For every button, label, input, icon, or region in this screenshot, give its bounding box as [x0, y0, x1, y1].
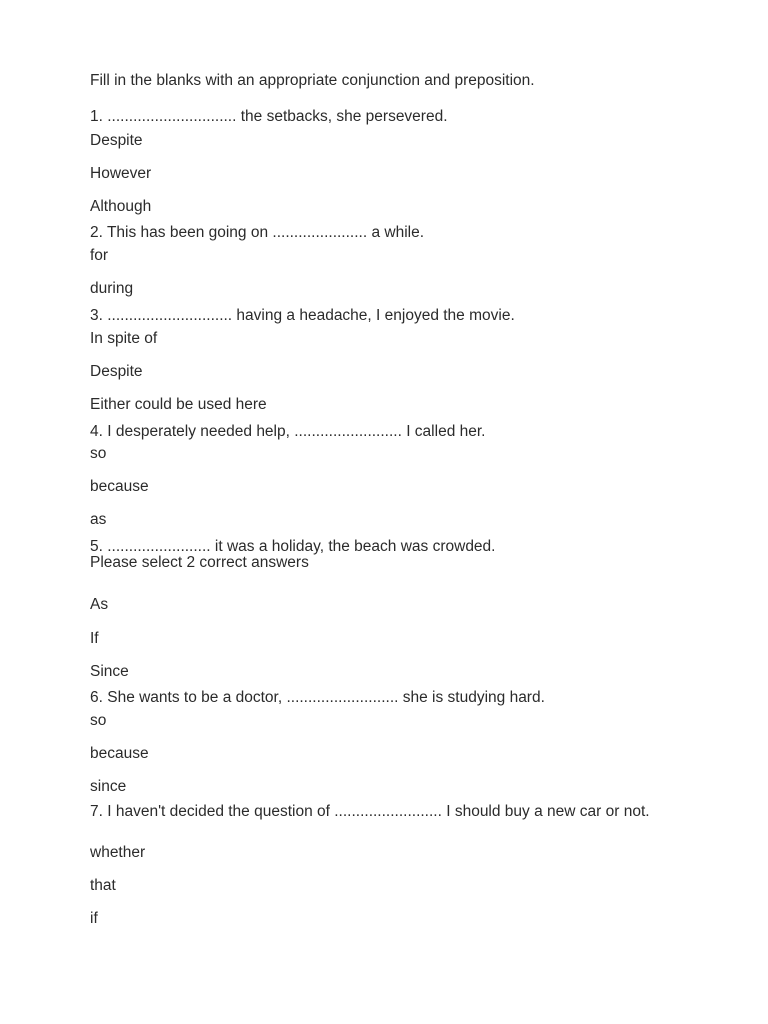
q1-option-despite[interactable]: Despite — [90, 132, 143, 149]
q6-option-so[interactable]: so — [90, 712, 107, 729]
q7-option-that[interactable]: that — [90, 877, 116, 894]
question-1: 1. .............................. the setbacks, she persevered. — [90, 108, 448, 125]
q4-option-as[interactable]: as — [90, 511, 107, 528]
q4-option-so[interactable]: so — [90, 445, 107, 462]
q1-option-however[interactable]: However — [90, 165, 152, 182]
q3-option-either[interactable]: Either could be used here — [90, 396, 267, 413]
question-7: 7. I haven't decided the question of ......................... I should buy a new car or not. — [90, 803, 650, 820]
q5-option-as[interactable]: As — [90, 596, 109, 613]
q4-option-because[interactable]: because — [90, 478, 149, 495]
q7-option-if[interactable]: if — [90, 910, 98, 927]
question-4: 4. I desperately needed help, ......................... I called her. — [90, 423, 486, 440]
question-2: 2. This has been going on ...................... a while. — [90, 224, 425, 241]
q5-option-if[interactable]: If — [90, 630, 99, 647]
question-3: 3. ............................. having a headache, I enjoyed the movie. — [90, 307, 515, 324]
question-5: 5. ........................ it was a holiday, the beach was crowded. — [90, 538, 496, 555]
q6-option-since[interactable]: since — [90, 778, 127, 795]
q5-option-since[interactable]: Since — [90, 663, 129, 680]
q2-option-for[interactable]: for — [90, 247, 109, 264]
question-6: 6. She wants to be a doctor, .......................... she is studying hard. — [90, 689, 545, 706]
q2-option-during[interactable]: during — [90, 280, 134, 297]
q7-option-whether[interactable]: whether — [90, 844, 146, 861]
q5-select-note: Please select 2 correct answers — [90, 554, 309, 571]
q1-option-although[interactable]: Although — [90, 198, 152, 215]
q3-option-despite[interactable]: Despite — [90, 363, 143, 380]
q6-option-because[interactable]: because — [90, 745, 149, 762]
q3-option-in-spite-of[interactable]: In spite of — [90, 330, 158, 347]
instruction-text: Fill in the blanks with an appropriate conjunction and preposition. — [90, 72, 535, 89]
